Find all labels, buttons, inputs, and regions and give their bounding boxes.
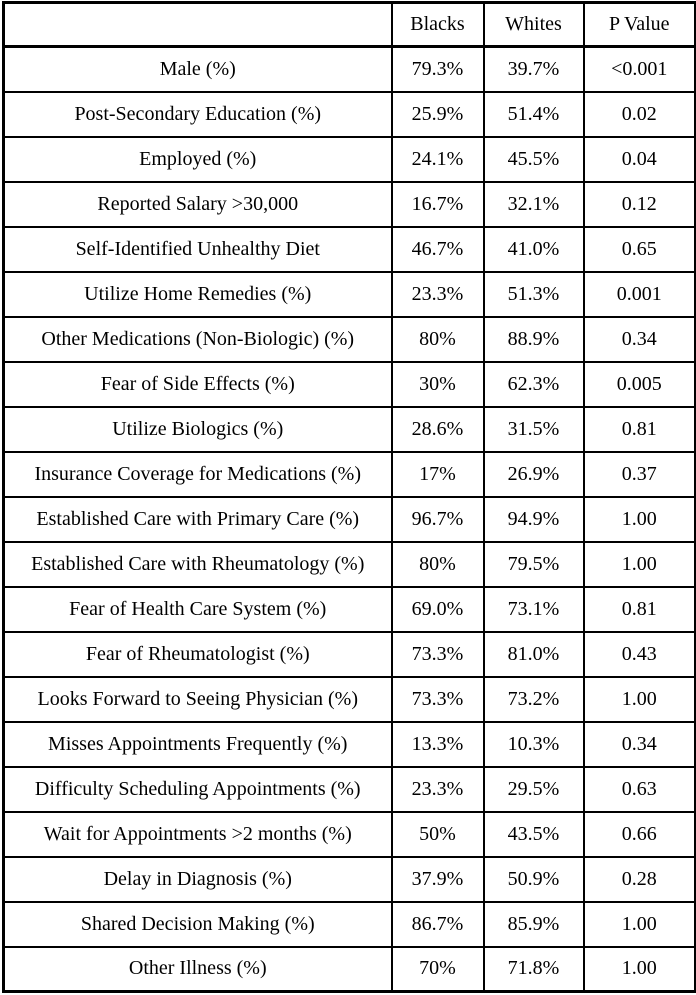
blacks-value: 23.3% <box>392 767 484 812</box>
col-header-empty <box>4 3 392 47</box>
p-value: 0.43 <box>584 632 696 677</box>
table-row <box>4 722 696 767</box>
whites-value: 26.9% <box>484 452 584 497</box>
whites-value: 71.8% <box>484 947 584 992</box>
table-row <box>4 92 696 137</box>
table-row <box>4 452 696 497</box>
whites-value: 62.3% <box>484 362 584 407</box>
table-row <box>4 227 696 272</box>
whites-value: 73.2% <box>484 677 584 722</box>
blacks-value: 37.9% <box>392 857 484 902</box>
col-header-whites: Whites <box>484 3 584 47</box>
whites-value: 51.4% <box>484 92 584 137</box>
table-row <box>4 677 696 722</box>
p-value: 1.00 <box>584 497 696 542</box>
blacks-value: 79.3% <box>392 47 484 92</box>
blacks-value: 73.3% <box>392 677 484 722</box>
p-value: 0.34 <box>584 317 696 362</box>
whites-value: 39.7% <box>484 47 584 92</box>
blacks-value: 23.3% <box>392 272 484 317</box>
table-row <box>4 947 696 992</box>
row-label: Delay in Diagnosis (%) <box>4 857 392 902</box>
whites-value: 41.0% <box>484 227 584 272</box>
whites-value: 45.5% <box>484 137 584 182</box>
p-value: 1.00 <box>584 677 696 722</box>
whites-value: 88.9% <box>484 317 584 362</box>
row-label: Post-Secondary Education (%) <box>4 92 392 137</box>
table-row <box>4 182 696 227</box>
blacks-value: 25.9% <box>392 92 484 137</box>
table-row <box>4 317 696 362</box>
table-row <box>4 812 696 857</box>
blacks-value: 69.0% <box>392 587 484 632</box>
row-label: Shared Decision Making (%) <box>4 902 392 947</box>
row-label: Utilize Biologics (%) <box>4 407 392 452</box>
blacks-value: 96.7% <box>392 497 484 542</box>
blacks-value: 73.3% <box>392 632 484 677</box>
table-row <box>4 497 696 542</box>
row-label: Looks Forward to Seeing Physician (%) <box>4 677 392 722</box>
table-row <box>4 587 696 632</box>
table-row <box>4 407 696 452</box>
blacks-value: 17% <box>392 452 484 497</box>
row-label: Other Medications (Non-Biologic) (%) <box>4 317 392 362</box>
whites-value: 51.3% <box>484 272 584 317</box>
row-label: Established Care with Rheumatology (%) <box>4 542 392 587</box>
blacks-value: 70% <box>392 947 484 992</box>
row-label: Wait for Appointments >2 months (%) <box>4 812 392 857</box>
p-value: 0.005 <box>584 362 696 407</box>
row-label: Utilize Home Remedies (%) <box>4 272 392 317</box>
row-label: Established Care with Primary Care (%) <box>4 497 392 542</box>
p-value: 1.00 <box>584 902 696 947</box>
row-label: Insurance Coverage for Medications (%) <box>4 452 392 497</box>
row-label: Fear of Rheumatologist (%) <box>4 632 392 677</box>
whites-value: 10.3% <box>484 722 584 767</box>
col-header-pvalue: P Value <box>584 3 696 47</box>
blacks-value: 50% <box>392 812 484 857</box>
p-value: 0.37 <box>584 452 696 497</box>
table-row <box>4 137 696 182</box>
blacks-value: 13.3% <box>392 722 484 767</box>
whites-value: 85.9% <box>484 902 584 947</box>
p-value: 0.02 <box>584 92 696 137</box>
table-row <box>4 272 696 317</box>
comparison-table <box>2 1 696 993</box>
p-value: 0.81 <box>584 407 696 452</box>
p-value: 0.001 <box>584 272 696 317</box>
blacks-value: 46.7% <box>392 227 484 272</box>
p-value: 1.00 <box>584 542 696 587</box>
blacks-value: 30% <box>392 362 484 407</box>
whites-value: 50.9% <box>484 857 584 902</box>
whites-value: 32.1% <box>484 182 584 227</box>
whites-value: 94.9% <box>484 497 584 542</box>
p-value: 0.81 <box>584 587 696 632</box>
header-row <box>4 3 696 47</box>
p-value: 0.12 <box>584 182 696 227</box>
row-label: Fear of Side Effects (%) <box>4 362 392 407</box>
p-value: 1.00 <box>584 947 696 992</box>
blacks-value: 86.7% <box>392 902 484 947</box>
table-row <box>4 362 696 407</box>
blacks-value: 24.1% <box>392 137 484 182</box>
row-label: Other Illness (%) <box>4 947 392 992</box>
p-value: 0.65 <box>584 227 696 272</box>
p-value: 0.34 <box>584 722 696 767</box>
blacks-value: 16.7% <box>392 182 484 227</box>
p-value: 0.28 <box>584 857 696 902</box>
row-label: Reported Salary >30,000 <box>4 182 392 227</box>
row-label: Difficulty Scheduling Appointments (%) <box>4 767 392 812</box>
whites-value: 29.5% <box>484 767 584 812</box>
table-row <box>4 902 696 947</box>
whites-value: 43.5% <box>484 812 584 857</box>
row-label: Employed (%) <box>4 137 392 182</box>
whites-value: 73.1% <box>484 587 584 632</box>
blacks-value: 80% <box>392 317 484 362</box>
table-row <box>4 632 696 677</box>
col-header-blacks: Blacks <box>392 3 484 47</box>
whites-value: 81.0% <box>484 632 584 677</box>
whites-value: 31.5% <box>484 407 584 452</box>
whites-value: 79.5% <box>484 542 584 587</box>
row-label: Male (%) <box>4 47 392 92</box>
p-value: 0.04 <box>584 137 696 182</box>
row-label: Fear of Health Care System (%) <box>4 587 392 632</box>
table-row <box>4 767 696 812</box>
blacks-value: 28.6% <box>392 407 484 452</box>
table-body <box>4 47 696 992</box>
table-row <box>4 857 696 902</box>
table-row <box>4 47 696 92</box>
p-value: 0.63 <box>584 767 696 812</box>
row-label: Misses Appointments Frequently (%) <box>4 722 392 767</box>
row-label: Self-Identified Unhealthy Diet <box>4 227 392 272</box>
blacks-value: 80% <box>392 542 484 587</box>
p-value: <0.001 <box>584 47 696 92</box>
p-value: 0.66 <box>584 812 696 857</box>
table-row <box>4 542 696 587</box>
